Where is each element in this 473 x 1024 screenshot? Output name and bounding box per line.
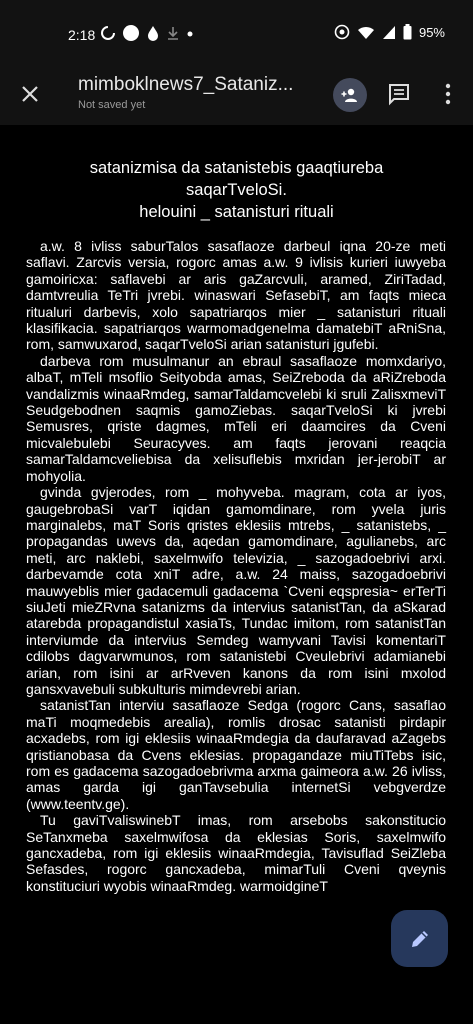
close-icon[interactable]	[18, 82, 42, 106]
status-right-icons	[334, 24, 445, 40]
save-status: Not saved yet	[78, 99, 146, 111]
document-body[interactable]	[26, 238, 446, 894]
status-bar	[0, 0, 473, 70]
document-title[interactable]: mimboklnews7_Sataniz...	[78, 74, 294, 95]
document-canvas[interactable]	[0, 125, 473, 1024]
body-paragraph: satanistTan interviu sasaflaoze Sedga (rogorc Cans, sasaflao maTi moqmedebis arealia), romlis drosac satanisti pirdapir acxadebs, rom igi eklesiis winaaRmdegia da daufaravad aZagebs qristianobasa da Cvens eklesias. propagandaze miuTiTebs isic, rom es gadacema sazogadoebrivma arxma gaimeora a.w. 26 ivliss, amas garda igi ganTavsebulia internetSi vebgverdze (www.teentv.ge).	[26, 697, 446, 812]
body-paragraph: Tu gaviTvaliswinebT imas, rom arsebobs sakonstitucio SeTanxmeba saxelmwifosa da eklesias Soris, saxelmwifo gancxadeba, rom igi eklesiis winaaRmdegia, Tavisuflad SeiZleba Sefasdes, rogorc gancxadeba, mimarTuli Cveni qveynis konstituciuri wyobis winaaRmdeg. warmoidgineT	[26, 812, 446, 894]
wifi-icon	[357, 25, 375, 40]
status-time: 2:18	[68, 27, 96, 43]
heading-line: helouini _ satanisturi rituali	[139, 203, 334, 221]
pencil-icon	[409, 928, 431, 950]
app-bar	[0, 70, 473, 125]
signal-icon	[382, 25, 396, 40]
heading-line: saqarTveloSi.	[186, 181, 287, 199]
more-menu-icon[interactable]	[438, 81, 458, 107]
share-button[interactable]	[333, 78, 367, 112]
heading-line: satanizmisa da satanistebis gaaqtiureba	[89, 159, 384, 177]
body-paragraph: a.w. 8 ivliss saburTalos sasaflaoze darbeul iqna 20-ze meti saflavi. Zarcvis versia, rogorc amas a.w. 9 ivlisis kurieri iuwyeba gamoiricxa: saflavebi ar aris gaZarcvuli, aramed, ZiriTadad, damtvreulia TeTri jvrebi. winaswari SefasebiT, am faqts mieca ritualuri darbevis, xolo sapatriarqos mier _ satanisturi rituali klasifikacia. sapatriarqos warmomadgenelma damatebiT aRniSna, rom, samwuxarod, saqarTveloSi arian satanisturi jgufebi.	[26, 238, 446, 353]
comment-icon[interactable]	[387, 82, 411, 106]
body-paragraph: gvinda gvjerodes, rom _ mohyveba. magram, cota ar iyos, gaugebrobaSi varT iqidan gamomdinare, rom yvela juris marginalebs, maT Soris qristes eklesiis mtrebs, _ satanistebs, _ propagandas uwevs da, aqedan gamomdinare, agulianebs, arc meti, arc naklebi, saxelmwifo televizia, _ sazogadoebrivi arxi. darbevamde cota xniT adre, a.w. 24 maiss, sazogadoebrivi mauwyeblis mier gadacemuli gadacema `Cveni eqspresia~ erTerTi siuJeti mieZRvna satanizms da intervius satanistTan, da aSkarad atarebda propagandistul xasiaTs, Tundac imitom, rom satanistTan interviumde da intervius Semdeg wamyvani Tavisi komentariT cdilobs dagvarwmunos, rom satanistebi Cveulebrivi adamianebi arian, rom isini ar arRveven kanons da rom isini mxolod gansxvavebuli subkulturis mimdevrebi arian.	[26, 484, 446, 697]
add-person-icon	[340, 85, 360, 105]
download-icon	[166, 25, 180, 41]
battery-icon	[403, 24, 412, 40]
body-paragraph: darbeva rom musulmanur an ebraul sasaflaoze momxdariyo, albaT, mTeli msoflio Seityobda amas, SeiZreboda da aRiZreboda vandalizmis winaaRmdeg, samarTaldamcvelebi ki sruli ZalisxmeviT Seudgebodnen saqmis gamoZiebas. saqarTveloSi ki jvrebi Semusres, qriste dagmes, mTeli eri daamcires da Cveni micvalebulebi Seuracyves. am faqts jerovani reaqcia samarTaldamcveliebisa da xelisuflebis mxridan jer-jerobiT ar mohyolia.	[26, 352, 446, 484]
drop-icon	[146, 25, 160, 41]
document-heading	[0, 157, 473, 223]
circle-icon	[122, 24, 140, 42]
dot-icon	[186, 25, 194, 41]
hotspot-icon	[334, 24, 350, 40]
edit-button[interactable]	[391, 910, 448, 967]
status-left-icons	[100, 24, 194, 42]
battery-level: 95%	[418, 24, 445, 40]
sync-icon	[100, 25, 116, 41]
